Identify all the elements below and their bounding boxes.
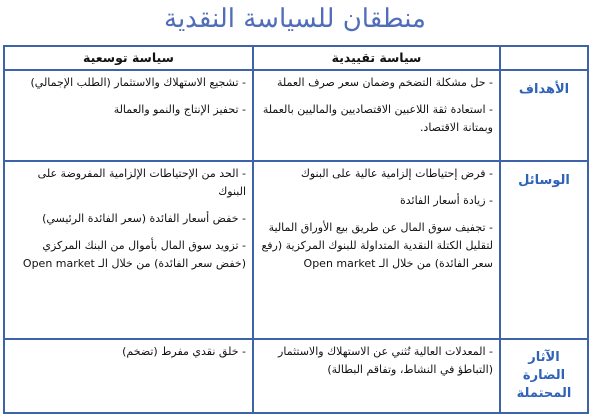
side-effects-restrictive-cell	[253, 339, 500, 413]
list-item: - الحد من الإحتياطات الإلزامية المفروضة على البنوك	[37, 167, 246, 198]
list-item: - خلق نقدي مفرط (تضخم)	[122, 345, 246, 358]
row-label-means: الوسائل	[500, 161, 588, 339]
header-row	[4, 46, 588, 70]
column-header-restrictive: سياسة تقييدية	[253, 46, 500, 70]
row-label-goals: الأهداف	[500, 70, 588, 161]
table-row-side-effects	[4, 339, 588, 413]
list-item: - زيادة أسعار الفائدة	[399, 194, 493, 207]
corner-cell	[500, 46, 588, 70]
list-item: - تزويد سوق المال بأموال من البنك المركزي (خفض سعر الفائدة) من خلال الـ Open market	[22, 239, 246, 270]
list-item: - فرض إحتياطات إلزامية عالية على البنوك	[300, 167, 493, 180]
row-label-side-effects: الآثار الضارة المحتملة	[500, 339, 588, 413]
list-item: - تجفيف سوق المال عن طريق بيع الأوراق المالية لتقليل الكتلة النقدية المتداولة للبنوك المركزية (رفع سعر الفائدة) من خلال الـ Open market	[261, 221, 493, 270]
column-header-expansionary: سياسة توسعية	[4, 46, 253, 70]
page-title: منطقان للسياسة النقدية	[164, 4, 426, 34]
list-item: - المعدلات العالية تُثني عن الاستهلاك والاستثمار (التباطؤ في النشاط، وتفاقم البطالة)	[278, 345, 493, 376]
goals-restrictive-cell	[253, 70, 500, 161]
list-item: - تشجيع الاستهلاك والاستثمار (الطلب الإجمالي)	[30, 76, 246, 89]
list-item: - خفض أسعار الفائدة (سعر الفائدة الرئيسي)	[42, 212, 246, 225]
means-restrictive-cell	[253, 161, 500, 339]
list-item: - تحفيز الإنتاج والنمو والعمالة	[113, 103, 246, 116]
list-item: - استعادة ثقة اللاعبين الاقتصاديين والماليين بالعملة وبمتانة الاقتصاد.	[262, 103, 493, 134]
table-row-means	[4, 161, 588, 339]
policy-comparison-table	[3, 45, 589, 414]
means-expansionary-cell	[4, 161, 253, 339]
list-item: - حل مشكلة التضخم وضمان سعر صرف العملة	[276, 76, 493, 89]
goals-expansionary-cell	[4, 70, 253, 161]
table-row-goals	[4, 70, 588, 161]
side-effects-expansionary-cell	[4, 339, 253, 413]
